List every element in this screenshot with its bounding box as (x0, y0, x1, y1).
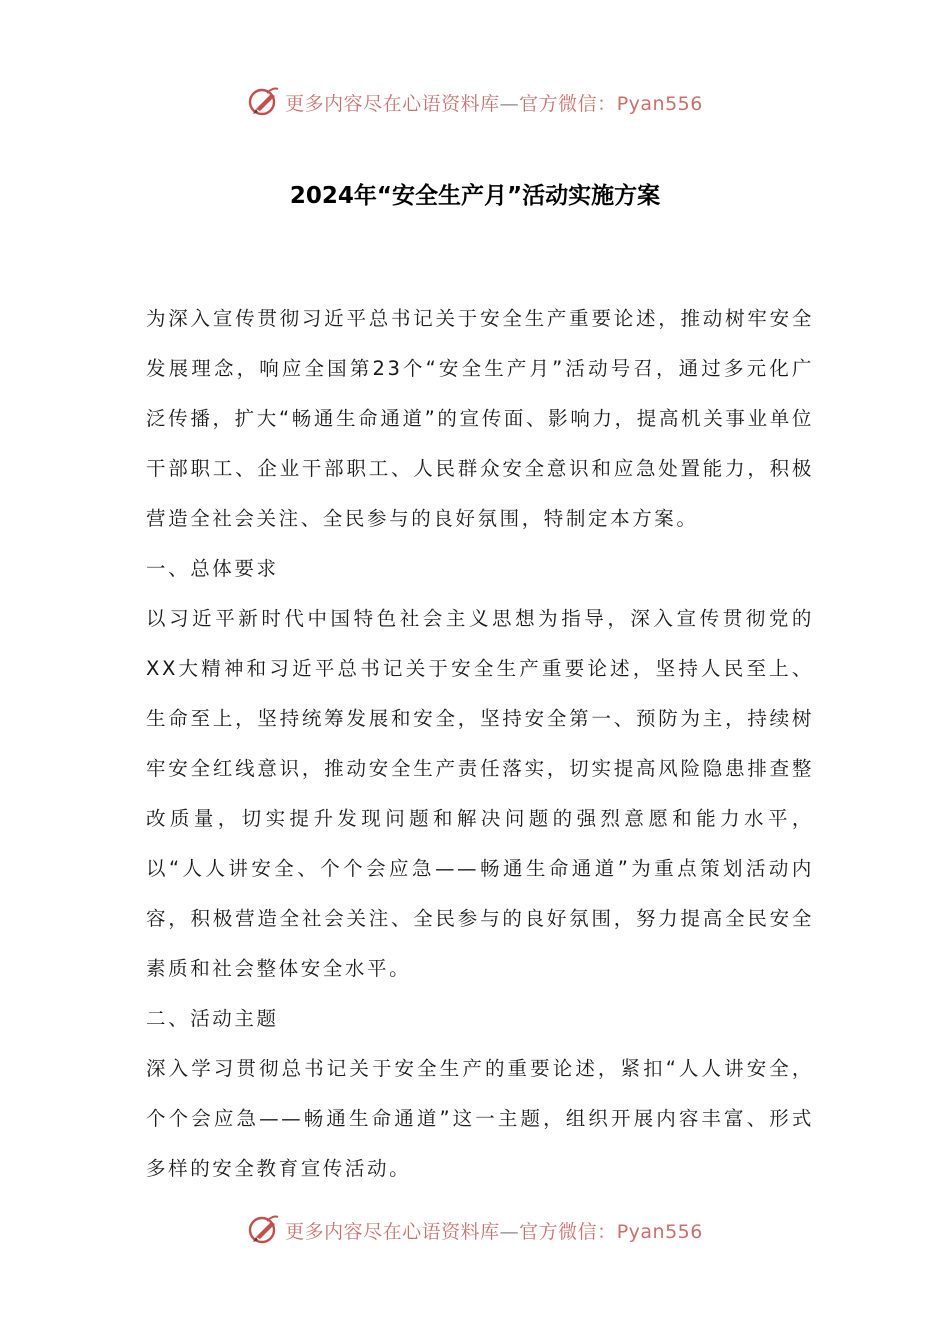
section-heading: 一、总体要求 (146, 557, 279, 580)
section-paragraph: 以习近平新时代中国特色社会主义思想为指导，深入宣传贯彻党的XX大精神和习近平总书记关于安全生产重要论述，坚持人民至上、生命至上，坚持统筹发展和安全，坚持安全第一、预防为主，持续树牢安全红线意识，推动安全生产责任落实，切实提高风险隐患排查整改质量，切实提升发现问题和解决问题的强烈意愿和能力水平，以“人人讲安全、个个会应急——畅通生命通道”为重点策划活动内容，积极营造全社会关注、全民参与的良好氛围，努力提高全民安全素质和社会整体安全水平。 (146, 607, 814, 980)
document-title: 2024年“安全生产月”活动实施方案 (289, 183, 661, 209)
section-paragraph: 深入学习贯彻总书记关于安全生产的重要论述，紧扣“人人讲安全，个个会应急——畅通生命通道”这一主题，组织开展内容丰富、形式多样的安全教育宣传活动。 (146, 1057, 814, 1180)
intro-paragraph: 为深入宣传贯彻习近平总书记关于安全生产重要论述，推动树牢安全发展理念，响应全国第23个“安全生产月”活动号召，通过多元化广泛传播，扩大“畅通生命通道”的宣传面、影响力，提高机关事业单位干部职工、企业干部职工、人民群众安全意识和应急处置能力，积极营造全社会关注、全民参与的良好氛围，特制定本方案。 (146, 307, 814, 530)
watermark-banner-bottom (0, 1210, 950, 1250)
watermark-text: 更多内容尽在心语资料库—官方微信：Pyan556 (285, 1220, 703, 1243)
pen-circle-logo-icon (247, 1213, 281, 1247)
section-heading: 二、活动主题 (146, 1007, 279, 1030)
watermark-banner-top (0, 82, 950, 122)
watermark-text: 更多内容尽在心语资料库—官方微信：Pyan556 (285, 92, 703, 115)
pen-circle-logo-icon (247, 85, 281, 119)
document-body (146, 294, 814, 1194)
